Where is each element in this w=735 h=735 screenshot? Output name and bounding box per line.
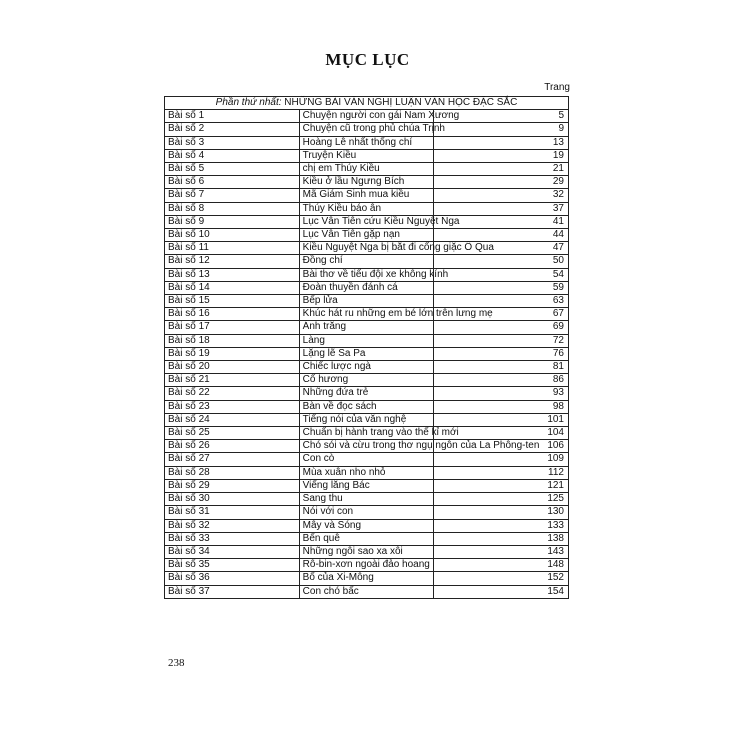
entry-number: Bài số 2 [165, 123, 300, 136]
table-row [165, 427, 569, 440]
entry-title: Ánh trăng [299, 321, 434, 334]
entry-title: chị em Thúy Kiều [299, 163, 434, 176]
entry-number: Bài số 19 [165, 347, 300, 360]
table-row [165, 559, 569, 572]
page-column-label: Trang [544, 82, 570, 93]
entry-number: Bài số 8 [165, 202, 300, 215]
table-row [165, 493, 569, 506]
entry-page: 148 [434, 559, 569, 572]
entry-title: Khúc hát ru những em bé lớn trên lưng mẹ [299, 308, 434, 321]
entry-page: 69 [434, 321, 569, 334]
entry-title: Chuẩn bị hành trang vào thế kỉ mới [299, 427, 434, 440]
entry-title: Bến quê [299, 532, 434, 545]
entry-title: Bố của Xi-Mông [299, 572, 434, 585]
entry-title: Bàn về đọc sách [299, 400, 434, 413]
entry-title: Tiếng nói của văn nghệ [299, 413, 434, 426]
entry-page: 86 [434, 374, 569, 387]
entry-number: Bài số 23 [165, 400, 300, 413]
entry-page: 5 [434, 110, 569, 123]
entry-page: 98 [434, 400, 569, 413]
entry-number: Bài số 36 [165, 572, 300, 585]
table-row [165, 479, 569, 492]
entry-title: Mùa xuân nho nhỏ [299, 466, 434, 479]
entry-number: Bài số 1 [165, 110, 300, 123]
entry-number: Bài số 28 [165, 466, 300, 479]
entry-title: Cố hương [299, 374, 434, 387]
table-row [165, 308, 569, 321]
table-row [165, 572, 569, 585]
part-label: Phần thứ nhất: [215, 97, 282, 108]
entry-title: Con chó bấc [299, 585, 434, 598]
entry-number: Bài số 25 [165, 427, 300, 440]
table-row [165, 189, 569, 202]
entry-title: Nói với con [299, 506, 434, 519]
entry-page: 130 [434, 506, 569, 519]
entry-title: Chiếc lược ngà [299, 361, 434, 374]
table-row [165, 321, 569, 334]
page-number: 238 [168, 657, 185, 669]
entry-page: 93 [434, 387, 569, 400]
entry-number: Bài số 16 [165, 308, 300, 321]
entry-number: Bài số 26 [165, 440, 300, 453]
part-heading [165, 97, 569, 110]
entry-number: Bài số 17 [165, 321, 300, 334]
table-row [165, 295, 569, 308]
entry-page: 21 [434, 163, 569, 176]
entry-number: Bài số 12 [165, 255, 300, 268]
entry-page: 101 [434, 413, 569, 426]
entry-page: 37 [434, 202, 569, 215]
entry-title: Viếng lăng Bác [299, 479, 434, 492]
table-row [165, 506, 569, 519]
entry-number: Bài số 11 [165, 242, 300, 255]
table-row [165, 585, 569, 598]
entry-title: Mây và Sóng [299, 519, 434, 532]
entry-number: Bài số 35 [165, 559, 300, 572]
entry-page: 143 [434, 545, 569, 558]
entry-page: 54 [434, 268, 569, 281]
table-row [165, 149, 569, 162]
entry-page: 47 [434, 242, 569, 255]
entry-number: Bài số 29 [165, 479, 300, 492]
entry-number: Bài số 6 [165, 176, 300, 189]
table-row [165, 163, 569, 176]
entry-number: Bài số 27 [165, 453, 300, 466]
entry-number: Bài số 13 [165, 268, 300, 281]
entry-title: Truyện Kiều [299, 149, 434, 162]
entry-number: Bài số 31 [165, 506, 300, 519]
table-row [165, 400, 569, 413]
table-row [165, 361, 569, 374]
entry-page: 81 [434, 361, 569, 374]
table-row [165, 215, 569, 228]
toc-body [165, 97, 569, 599]
entry-title: Kiều Nguyệt Nga bị bắt đi cống giặc Ô Qua [299, 242, 434, 255]
entry-page: 125 [434, 493, 569, 506]
entry-page: 104 [434, 427, 569, 440]
entry-number: Bài số 18 [165, 334, 300, 347]
entry-number: Bài số 21 [165, 374, 300, 387]
table-row [165, 202, 569, 215]
entry-number: Bài số 5 [165, 163, 300, 176]
entry-page: 154 [434, 585, 569, 598]
entry-page: 44 [434, 229, 569, 242]
entry-page: 50 [434, 255, 569, 268]
entry-title: Sang thu [299, 493, 434, 506]
entry-number: Bài số 22 [165, 387, 300, 400]
entry-number: Bài số 37 [165, 585, 300, 598]
table-row [165, 466, 569, 479]
entry-title: Kiều ở lầu Ngưng Bích [299, 176, 434, 189]
table-row [165, 255, 569, 268]
entry-title: Rô-bin-xơn ngoài đảo hoang [299, 559, 434, 572]
table-row [165, 453, 569, 466]
entry-title: Chuyện cũ trong phủ chúa Trịnh [299, 123, 434, 136]
entry-page: 138 [434, 532, 569, 545]
entry-page: 121 [434, 479, 569, 492]
entry-page: 67 [434, 308, 569, 321]
entry-number: Bài số 4 [165, 149, 300, 162]
table-row [165, 440, 569, 453]
page-title: MỤC LỤC [325, 50, 410, 69]
entry-title: Những ngôi sao xa xôi [299, 545, 434, 558]
entry-title: Làng [299, 334, 434, 347]
table-row [165, 387, 569, 400]
entry-page: 76 [434, 347, 569, 360]
entry-page: 41 [434, 215, 569, 228]
part-heading-row [165, 97, 569, 110]
entry-number: Bài số 10 [165, 229, 300, 242]
entry-page: 72 [434, 334, 569, 347]
entry-number: Bài số 15 [165, 295, 300, 308]
entry-title: Lặng lẽ Sa Pa [299, 347, 434, 360]
entry-page: 133 [434, 519, 569, 532]
entry-title: Đoàn thuyền đánh cá [299, 281, 434, 294]
entry-page: 9 [434, 123, 569, 136]
entry-number: Bài số 7 [165, 189, 300, 202]
table-row [165, 374, 569, 387]
table-row [165, 136, 569, 149]
entry-title: Bếp lửa [299, 295, 434, 308]
table-of-contents [164, 96, 569, 599]
entry-title: Lục Vân Tiên cứu Kiều Nguyệt Nga [299, 215, 434, 228]
entry-title: Đồng chí [299, 255, 434, 268]
entry-number: Bài số 32 [165, 519, 300, 532]
entry-number: Bài số 34 [165, 545, 300, 558]
entry-title: Thúy Kiều báo ân [299, 202, 434, 215]
entry-title: Những đứa trẻ [299, 387, 434, 400]
table-row [165, 519, 569, 532]
table-row [165, 334, 569, 347]
entry-title: Chuyện người con gái Nam Xương [299, 110, 434, 123]
entry-number: Bài số 9 [165, 215, 300, 228]
table-row [165, 229, 569, 242]
entry-page: 152 [434, 572, 569, 585]
table-row [165, 110, 569, 123]
entry-page: 106 [434, 440, 569, 453]
table-row [165, 123, 569, 136]
entry-number: Bài số 20 [165, 361, 300, 374]
entry-number: Bài số 3 [165, 136, 300, 149]
entry-title: Con cò [299, 453, 434, 466]
entry-title: Bài thơ về tiểu đội xe không kính [299, 268, 434, 281]
part-title: NHỮNG BÀI VĂN NGHỊ LUẬN VĂN HỌC ĐẶC SẮC [284, 97, 518, 108]
entry-page: 59 [434, 281, 569, 294]
entry-title: Chó sói và cừu trong thơ ngụ ngôn của La Phông-ten [299, 440, 434, 453]
table-row [165, 413, 569, 426]
table-row [165, 347, 569, 360]
entry-page: 19 [434, 149, 569, 162]
entry-page: 112 [434, 466, 569, 479]
table-row [165, 281, 569, 294]
entry-page: 63 [434, 295, 569, 308]
entry-page: 29 [434, 176, 569, 189]
entry-number: Bài số 14 [165, 281, 300, 294]
entry-page: 32 [434, 189, 569, 202]
entry-title: Lục Vân Tiên gặp nạn [299, 229, 434, 242]
table-row [165, 176, 569, 189]
table-row [165, 545, 569, 558]
entry-number: Bài số 24 [165, 413, 300, 426]
entry-number: Bài số 33 [165, 532, 300, 545]
entry-title: Hoàng Lê nhất thống chí [299, 136, 434, 149]
entry-number: Bài số 30 [165, 493, 300, 506]
table-row [165, 532, 569, 545]
entry-page: 13 [434, 136, 569, 149]
table-row [165, 242, 569, 255]
entry-page: 109 [434, 453, 569, 466]
entry-title: Mã Giám Sinh mua kiều [299, 189, 434, 202]
table-row [165, 268, 569, 281]
